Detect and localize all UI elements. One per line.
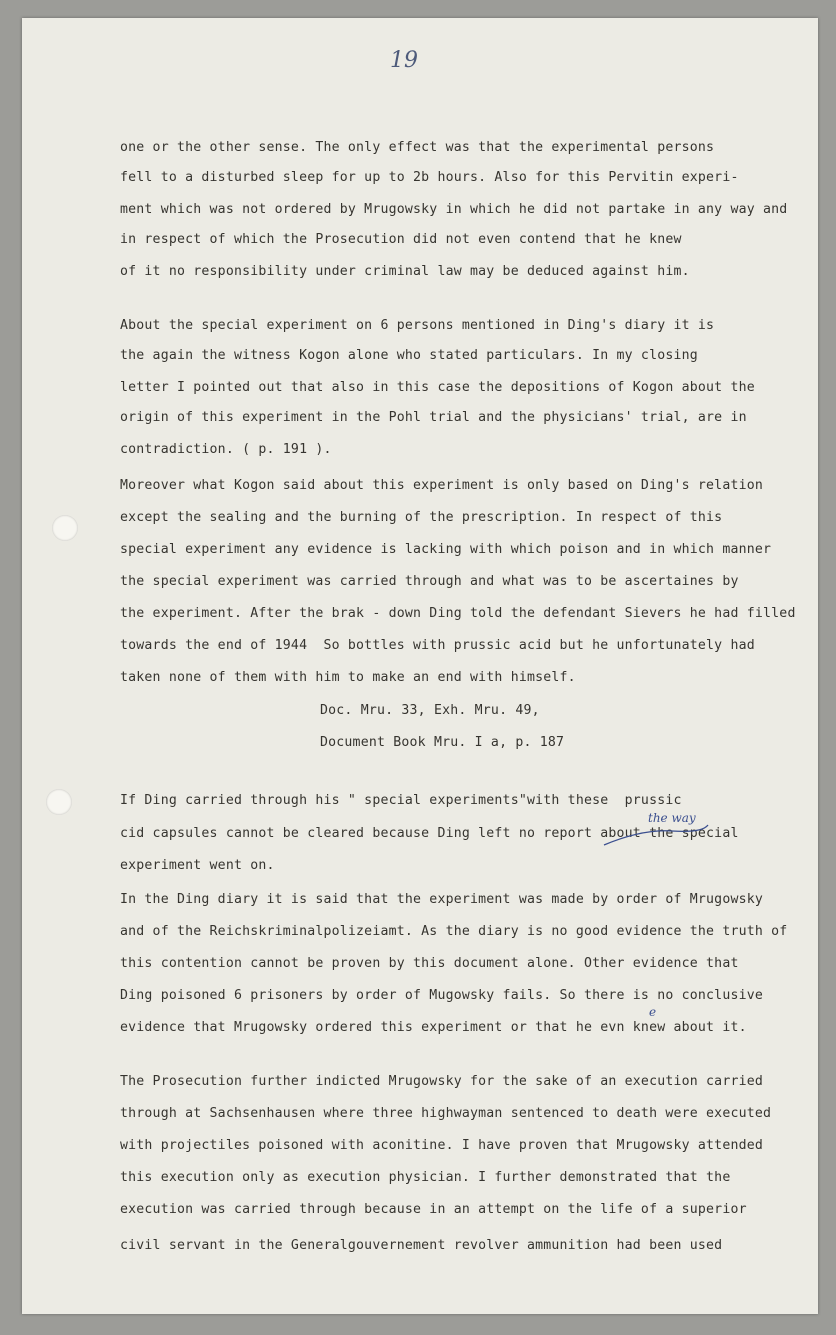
insertion-caret-mark: [602, 823, 712, 853]
citation-line: Doc. Mru. 33, Exh. Mru. 49,: [320, 703, 540, 718]
text-line: execution was carried through because in an attempt on the life of a superior: [120, 1202, 747, 1217]
text-line: the special experiment was carried through and what was to be ascertaines by: [120, 574, 739, 589]
citation-line: Document Book Mru. I a, p. 187: [320, 735, 565, 750]
handwritten-correction: e: [649, 1005, 657, 1019]
punch-hole-upper: [52, 515, 78, 541]
text-line: Ding poisoned 6 prisoners by order of Mugowsky fails. So there is no conclusive: [120, 988, 764, 1003]
text-line: fell to a disturbed sleep for up to 2b hours. Also for this Pervitin experi-: [120, 170, 739, 185]
punch-hole-lower: [46, 789, 72, 815]
text-line: Moreover what Kogon said about this experiment is only based on Ding's relation: [120, 478, 764, 493]
document-page: [22, 18, 818, 1314]
text-line: contradiction. ( p. 191 ).: [120, 442, 332, 457]
text-line: through at Sachsenhausen where three highwayman sentenced to death were executed: [120, 1106, 772, 1121]
handwritten-insertion: the way: [648, 811, 696, 825]
text-line: towards the end of 1944 So bottles with prussic acid but he unfortunately had: [120, 638, 755, 653]
text-line: letter I pointed out that also in this case the depositions of Kogon about the: [120, 380, 755, 395]
text-line: In the Ding diary it is said that the experiment was made by order of Mrugowsky: [120, 892, 764, 907]
text-line: The Prosecution further indicted Mrugowsky for the sake of an execution carried: [120, 1074, 764, 1089]
text-line: origin of this experiment in the Pohl trial and the physicians' trial, are in: [120, 410, 747, 425]
text-line: except the sealing and the burning of the prescription. In respect of this: [120, 510, 723, 525]
text-line: in respect of which the Prosecution did not even contend that he knew: [120, 232, 682, 247]
text-line: this execution only as execution physician. I further demonstrated that the: [120, 1170, 731, 1185]
text-line: civil servant in the Generalgouvernement revolver ammunition had been used: [120, 1238, 723, 1253]
text-line: If Ding carried through his " special experiments"with these prussic: [120, 793, 682, 808]
page-number: 19: [390, 48, 418, 73]
text-line: About the special experiment on 6 persons mentioned in Ding's diary it is: [120, 318, 715, 333]
text-line: with projectiles poisoned with aconitine. I have proven that Mrugowsky attended: [120, 1138, 764, 1153]
text-line: taken none of them with him to make an end with himself.: [120, 670, 576, 685]
text-line: of it no responsibility under criminal law may be deduced against him.: [120, 264, 690, 279]
text-line: cid capsules cannot be cleared because Ding left no report about the special: [120, 826, 739, 841]
text-line: evidence that Mrugowsky ordered this experiment or that he evn knew about it.: [120, 1020, 747, 1035]
text-line: this contention cannot be proven by this document alone. Other evidence that: [120, 956, 739, 971]
text-line: the experiment. After the brak - down Ding told the defendant Sievers he had filled: [120, 606, 796, 621]
text-line: the again the witness Kogon alone who stated particulars. In my closing: [120, 348, 698, 363]
text-line: and of the Reichskriminalpolizeiamt. As the diary is no good evidence the truth of: [120, 924, 788, 939]
text-line: special experiment any evidence is lacking with which poison and in which manner: [120, 542, 772, 557]
text-line: experiment went on.: [120, 858, 275, 873]
text-line: one or the other sense. The only effect was that the experimental persons: [120, 140, 715, 155]
text-line: ment which was not ordered by Mrugowsky in which he did not partake in any way and: [120, 202, 788, 217]
